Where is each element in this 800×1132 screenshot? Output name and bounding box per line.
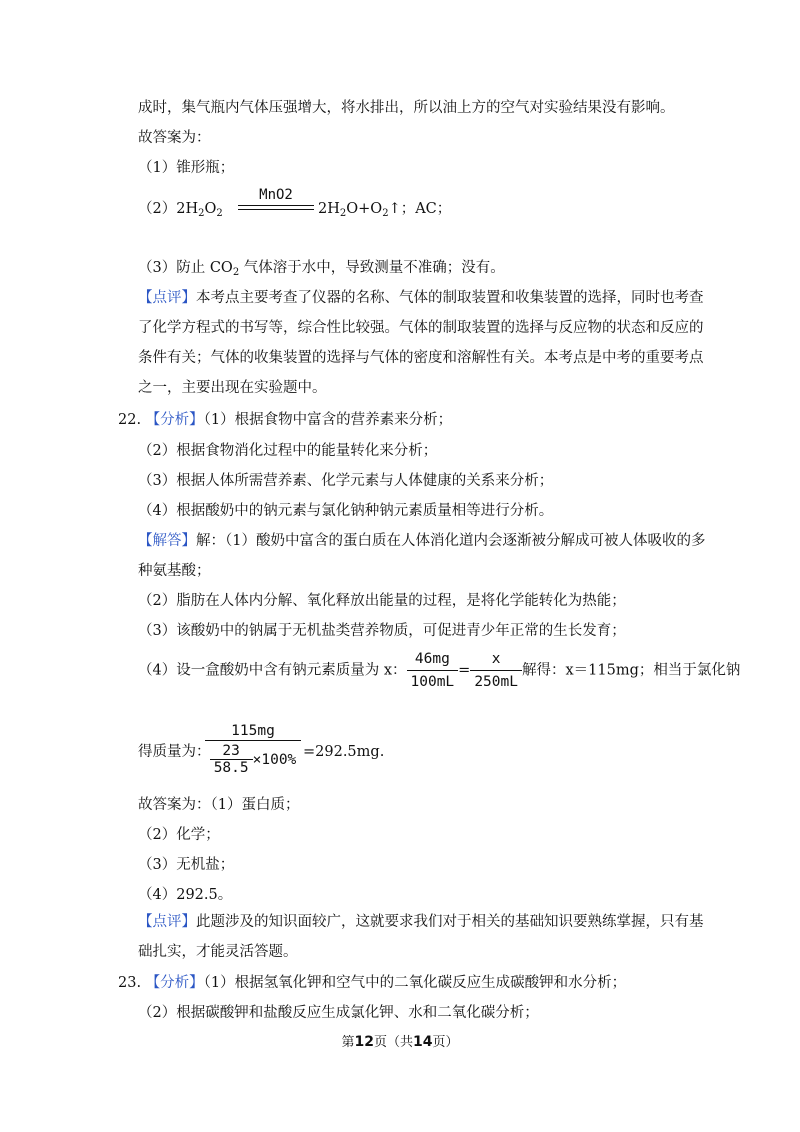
catalyst-label: MnO2 (259, 187, 293, 203)
subscript: 2 (382, 208, 389, 219)
fraction-denominator: 100mL (410, 674, 455, 690)
text-line: 故答案为： (138, 130, 211, 146)
fraction-numerator: x (470, 648, 522, 671)
equation-part: 2H (318, 201, 340, 217)
fraction-denominator: 250mL (474, 674, 518, 690)
equation-line (138, 199, 223, 224)
text-line (138, 258, 505, 283)
catalyst-arrow (238, 187, 314, 210)
fraction-numerator: 46mg (407, 648, 459, 671)
fraction (470, 648, 522, 693)
text-line: （2）根据食物消化过程中的能量转化来分析； (138, 443, 438, 459)
text-line: （3）该酸奶中的钠属于无机盐类营养物质，可促进青少年正常的生长发育； (138, 623, 626, 639)
equation-part: O (204, 201, 217, 217)
text-line: 故答案为：（1）蛋白质； (138, 797, 300, 813)
subscript: 2 (339, 208, 347, 219)
text-line: （3）无机盐； (138, 857, 235, 873)
question-line (118, 410, 452, 430)
text-line: （2）根据碳酸钾和盐酸反应生成氯化钾、水和二氧化碳分析； (138, 1005, 539, 1021)
text-part: （3）防止 CO (138, 260, 233, 276)
question-number: 22. (118, 412, 142, 428)
compound-fraction (205, 722, 301, 776)
equation-part: ↑；AC； (388, 201, 452, 217)
text-part: 气体溶于水中，导致测量不准确；没有。 (239, 260, 505, 276)
subscript: 2 (232, 267, 240, 278)
text-line: 种氨基酸； (138, 563, 211, 579)
equation-part: （2）2H (138, 201, 199, 217)
page-footer (0, 1033, 800, 1052)
text-line: （2）脂肪在人体内分解、氧化释放出能量的过程，是将化学能转化为热能； (138, 593, 626, 609)
double-line (238, 205, 314, 210)
text-part: 此题涉及的知识面较广，这就要求我们对于相关的基础知识要熟练掌握，只有基 (196, 914, 704, 930)
text-line: （4）根据酸奶中的钠元素与氯化钠种钠元素质量相等进行分析。 (138, 503, 554, 519)
text-part: 解：（1）酸奶中富含的蛋白质在人体消化道内会逐渐被分解成可被人体吸收的多 (196, 533, 706, 549)
page-number: 12 (354, 1034, 374, 1050)
text-part: （1）根据食物中富含的营养素来分析； (203, 412, 453, 428)
footer-text: 页（共 (373, 1035, 413, 1050)
fraction-line (138, 648, 740, 693)
question-number: 23. (118, 975, 142, 991)
comment-tag: 【点评】 (138, 914, 196, 930)
text-line: （4）292.5。 (138, 887, 233, 903)
comment-line (138, 912, 704, 932)
text-line: =292.5mg. (303, 744, 385, 760)
text-line: （2）化学； (138, 827, 220, 843)
compound-numerator: 115mg (205, 722, 301, 741)
text-part: 解得：x＝115mg；相当于氯化钠 (521, 662, 741, 679)
fraction-numerator: 23 (210, 743, 253, 760)
footer-text: 页） (432, 1035, 459, 1050)
equation-part: O+O (346, 201, 383, 217)
fraction (407, 648, 459, 693)
text-line: 之一，主要出现在实验题中。 (138, 380, 327, 396)
equals-sign: = (458, 662, 471, 679)
question-line (118, 973, 626, 993)
text-line: 条件有关；气体的收集装置的选择与气体的密度和溶解性有关。本考点是中考的重要考点 (138, 350, 704, 366)
text-line: 得质量为： (138, 744, 211, 760)
equation-line-rest (318, 199, 451, 224)
text-part: （4）设一盒酸奶中含有钠元素质量为 x： (138, 662, 407, 679)
comment-tag: 【点评】 (138, 290, 196, 306)
subscript: 2 (216, 208, 223, 219)
comment-line (138, 288, 704, 308)
inner-fraction (210, 743, 253, 776)
text-part: 本考点主要考查了仪器的名称、气体的制取装置和收集装置的选择，同时也考查 (196, 290, 704, 306)
fraction-denominator: 58.5 (213, 760, 249, 776)
compound-denominator (205, 743, 301, 776)
analysis-tag: 【分析】 (145, 412, 204, 428)
text-line: 了化学方程式的书写等，综合性比较强。气体的制取装置的选择与反应物的状态和反应的 (138, 320, 704, 336)
analysis-tag: 【分析】 (145, 975, 204, 991)
footer-text: 第 (341, 1035, 355, 1050)
answer-tag: 【解答】 (138, 533, 196, 549)
answer-line (138, 531, 705, 551)
subscript: 2 (198, 208, 205, 219)
text-line: （1）锥形瓶； (138, 160, 235, 176)
text-line: 础扎实，才能灵活答题。 (138, 944, 298, 960)
total-pages: 14 (413, 1034, 433, 1050)
text-part: （1）根据氢氧化钾和空气中的二氧化碳反应生成碳酸钾和水分析； (203, 975, 627, 991)
text-line: （3）根据人体所需营养素、化学元素与人体健康的关系来分析； (138, 473, 554, 489)
percent-factor: ×100% (252, 751, 297, 768)
text-line: 成时，集气瓶内气体压强增大，将水排出，所以油上方的空气对实验结果没有影响。 (138, 100, 675, 116)
